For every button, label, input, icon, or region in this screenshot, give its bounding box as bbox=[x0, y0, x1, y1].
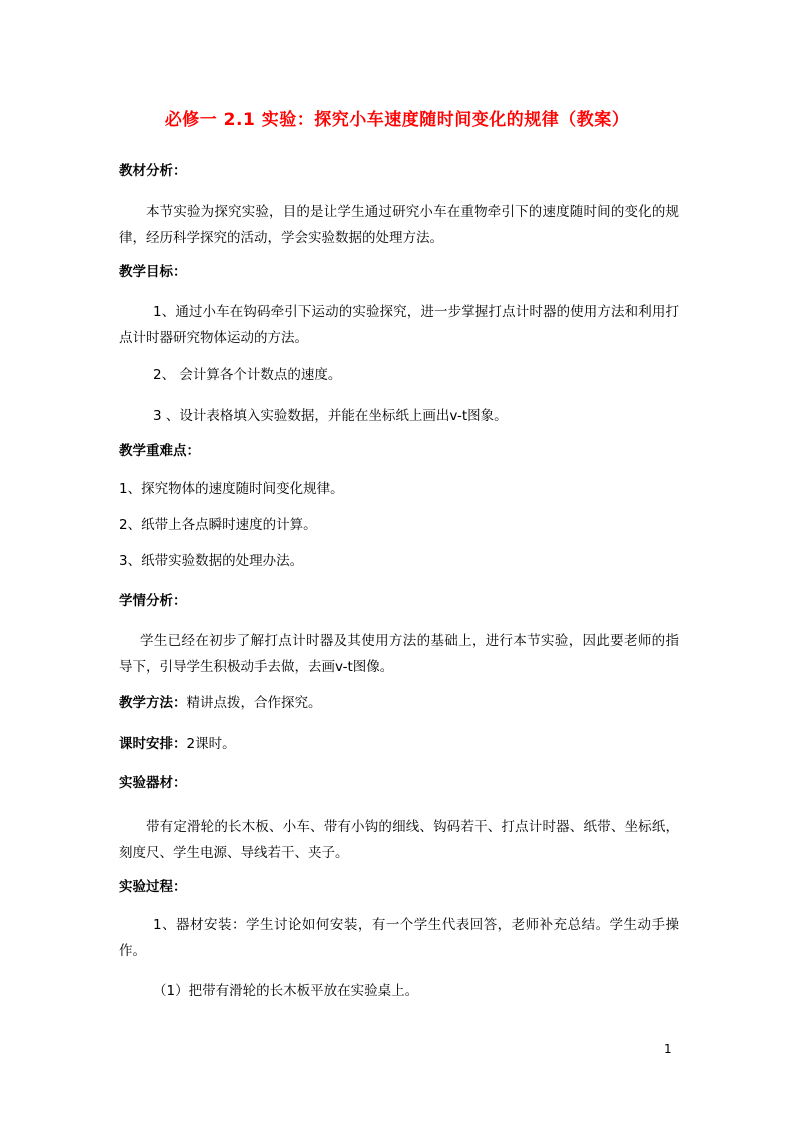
page-number: 1 bbox=[664, 1042, 672, 1056]
schedule-heading: 课时安排： bbox=[119, 736, 187, 752]
method-heading: 教学方法： bbox=[119, 695, 187, 711]
key-point-item-2: 2、纸带上各点瞬时速度的计算。 bbox=[119, 517, 317, 533]
textbook-analysis-heading: 教材分析： bbox=[119, 163, 187, 179]
process-sub-1: （1）把带有滑轮的长木板平放在实验桌上。 bbox=[153, 983, 419, 999]
document-title: 必修一 2.1 实验：探究小车速度随时间变化的规律（教案） bbox=[164, 110, 630, 130]
goals-heading: 教学目标： bbox=[119, 264, 187, 280]
goal-item-1: 1、通过小车在钩码牵引下运动的实验探究，进一步掌握打点计时器的使用方法和利用打点计时器研究物体运动的方法。 bbox=[119, 304, 679, 346]
key-points-heading: 教学重难点： bbox=[119, 443, 200, 459]
equipment-heading: 实验器材： bbox=[119, 775, 187, 791]
process-step-1: 1、器材安装：学生讨论如何安装，有一个学生代表回答，老师补充总结。学生动手操作。 bbox=[119, 917, 679, 959]
schedule-value: 2课时。 bbox=[186, 736, 236, 752]
key-point-item-3: 3、纸带实验数据的处理办法。 bbox=[119, 553, 304, 569]
student-analysis-text: 学生已经在初步了解打点计时器及其使用方法的基础上，进行本节实验，因此要老师的指导下，引导学生积极动手去做，去画v-t图像。 bbox=[119, 633, 679, 675]
method-line bbox=[119, 690, 679, 716]
student-analysis-heading: 学情分析： bbox=[119, 593, 187, 609]
goal-item-3: 3 、设计表格填入实验数据，并能在坐标纸上画出v-t图象。 bbox=[153, 408, 508, 424]
method-value: 精讲点拨，合作探究。 bbox=[186, 695, 322, 711]
textbook-analysis-text: 本节实验为探究实验，目的是让学生通过研究小车在重物牵引下的速度随时间的变化的规律，经历科学探究的活动，学会实验数据的处理方法。 bbox=[119, 204, 679, 246]
process-heading: 实验过程： bbox=[119, 879, 187, 895]
schedule-line bbox=[119, 731, 679, 757]
key-point-item-1: 1、探究物体的速度随时间变化规律。 bbox=[119, 481, 344, 497]
equipment-text: 带有定滑轮的长木板、小车、带有小钩的细线、钩码若干、打点计时器、纸带、坐标纸，刻度尺、学生电源、导线若干、夹子。 bbox=[119, 819, 679, 861]
goal-item-2: 2、 会计算各个计数点的速度。 bbox=[153, 367, 342, 383]
